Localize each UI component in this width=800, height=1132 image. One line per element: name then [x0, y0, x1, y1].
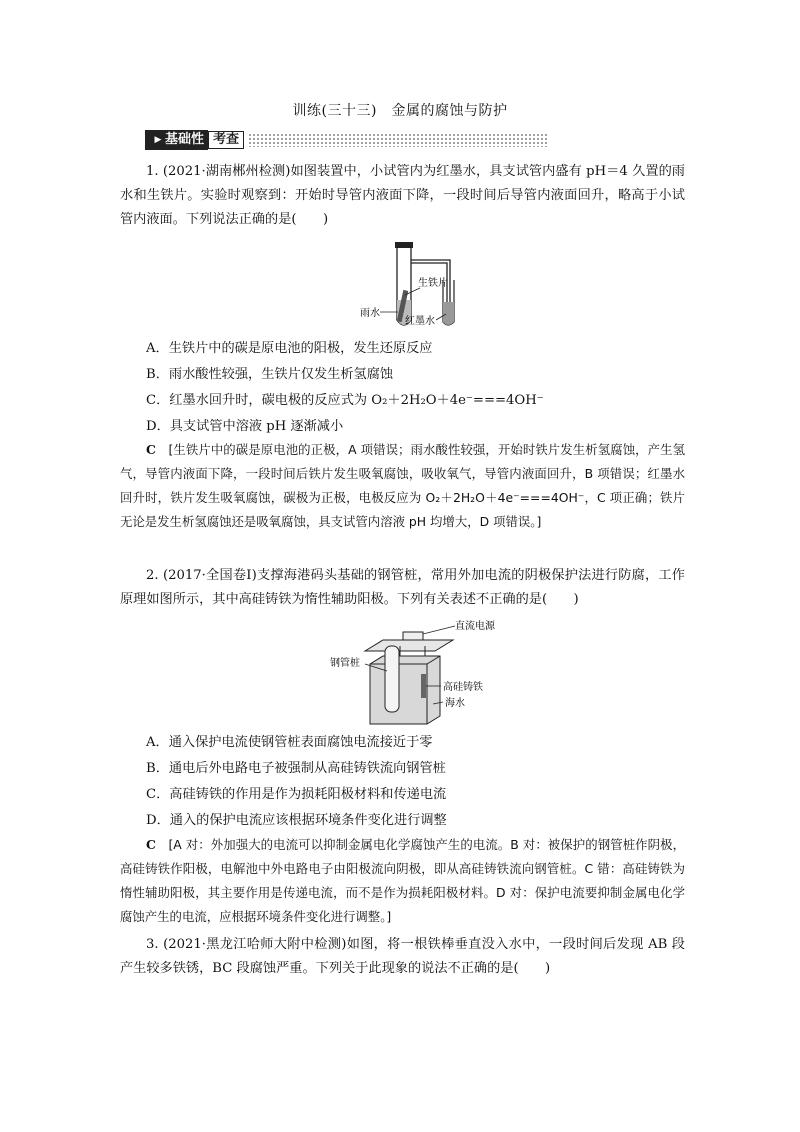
q2-stem: 2. (2017·全国卷Ⅰ)支撑海港码头基础的钢管桩，常用外加电流的阴极保护法进行防腐，工作原理如图所示，其中高硅铸铁为惰性辅助阳极。下列有关表述不正确的是( ) [120, 568, 685, 607]
red-ink-liquid [443, 302, 454, 325]
banner-label-2: 考查 [208, 131, 244, 149]
label-ink: 红墨水 [405, 316, 435, 327]
silicon-iron-anode [421, 674, 426, 698]
q1-option-d: D．具支试管中溶液 pH 逐渐减小 [146, 419, 344, 434]
q1-option-c: C．红墨水回升时，碳电极的反应式为 O₂＋2H₂O＋4e⁻===4OH⁻ [146, 393, 544, 408]
q1-figure [360, 240, 470, 332]
label-anode: 高硅铸铁 [443, 682, 483, 693]
platform [365, 640, 453, 651]
q2-option-a: A．通入保护电流使钢管桩表面腐蚀电流接近于零 [146, 735, 433, 750]
q2-answer [120, 833, 685, 929]
label-sea: 海水 [445, 698, 465, 709]
q1-option-a: A．生铁片中的碳是原电池的阳极，发生还原反应 [146, 341, 433, 356]
q2-option-b: B．通电后外电路电子被强制从高硅铸铁流向钢管桩 [146, 761, 446, 776]
steel-pile [385, 646, 399, 712]
label-iron: 生铁片 [418, 278, 448, 289]
q2-answer-text: [A 对：外加强大的电流可以抑制金属电化学腐蚀产生的电流。B 对：被保护的钢管桩作阴极，高硅铸铁作阳极，电解池中外电路电子由阳极流向阴极，即从高硅铸铁流向钢管桩。C 错：高硅铸铁为惰性辅助阳极，其主要作用是传递电流，而不是作为损耗阳极材料。D 对：保护电流要抑制金属电化学腐蚀产生的电流，应根据环境条件变化进行调整。] [120, 837, 686, 924]
q1-answer-text: [生铁片中的碳是原电池的正极，A 项错误；雨水酸性较强，开始时铁片发生析氢腐蚀，产生氢气，导管内液面下降，一段时间后铁片发生吸氧腐蚀，吸收氧气，导管内液面回升，B 项错误；红墨水回升时，铁片发生吸氧腐蚀，碳极为正极，电极反应为 O₂＋2H₂O＋4e⁻===4OH⁻，C 项正确；铁片无论是发生析氢腐蚀还是吸氧腐蚀，具支试管内溶液 pH 均增大，D 项错误。] [120, 442, 686, 529]
page-title: 训练(三十三) 金属的腐蚀与防护 [292, 103, 508, 119]
q2-answer-letter: C [146, 837, 156, 852]
q2-figure [325, 616, 515, 732]
q1-stem: 1. (2021·湖南郴州检测)如图装置中，小试管内为红墨水，具支试管内盛有 pH＝4 久置的雨水和生铁片。实验时观察到：开始时导管内液面下降，一段时间后导管内液面回升，略高于小试管内液面。下列说法正确的是( ) [120, 164, 685, 227]
stopper-shape [395, 242, 413, 248]
banner-dots [248, 133, 548, 147]
label-power: 直流电源 [455, 621, 495, 632]
q1-answer [120, 438, 685, 534]
q1-answer-letter: C [146, 442, 156, 457]
banner-label-1: 基础性 [165, 132, 205, 147]
q2-option-d: D．通入的保护电流应该根据环境条件变化进行调整 [146, 813, 447, 828]
play-icon: ▶ [151, 133, 165, 147]
sea-container [370, 656, 440, 724]
label-rain: 雨水 [360, 308, 380, 319]
label-pile: 钢管桩 [330, 658, 360, 669]
q1-option-b: B．雨水酸性较强，生铁片仅发生析氢腐蚀 [146, 367, 394, 382]
q3-stem: 3. (2021·黑龙江哈师大附中检测)如图，将一根铁棒垂直没入水中，一段时间后发现 AB 段产生较多铁锈，BC 段腐蚀严重。下列关于此现象的说法不正确的是( ) [120, 937, 685, 976]
q2-option-c: C．高硅铸铁的作用是作为损耗阳极材料和传递电流 [146, 787, 447, 802]
section-banner [145, 130, 548, 150]
